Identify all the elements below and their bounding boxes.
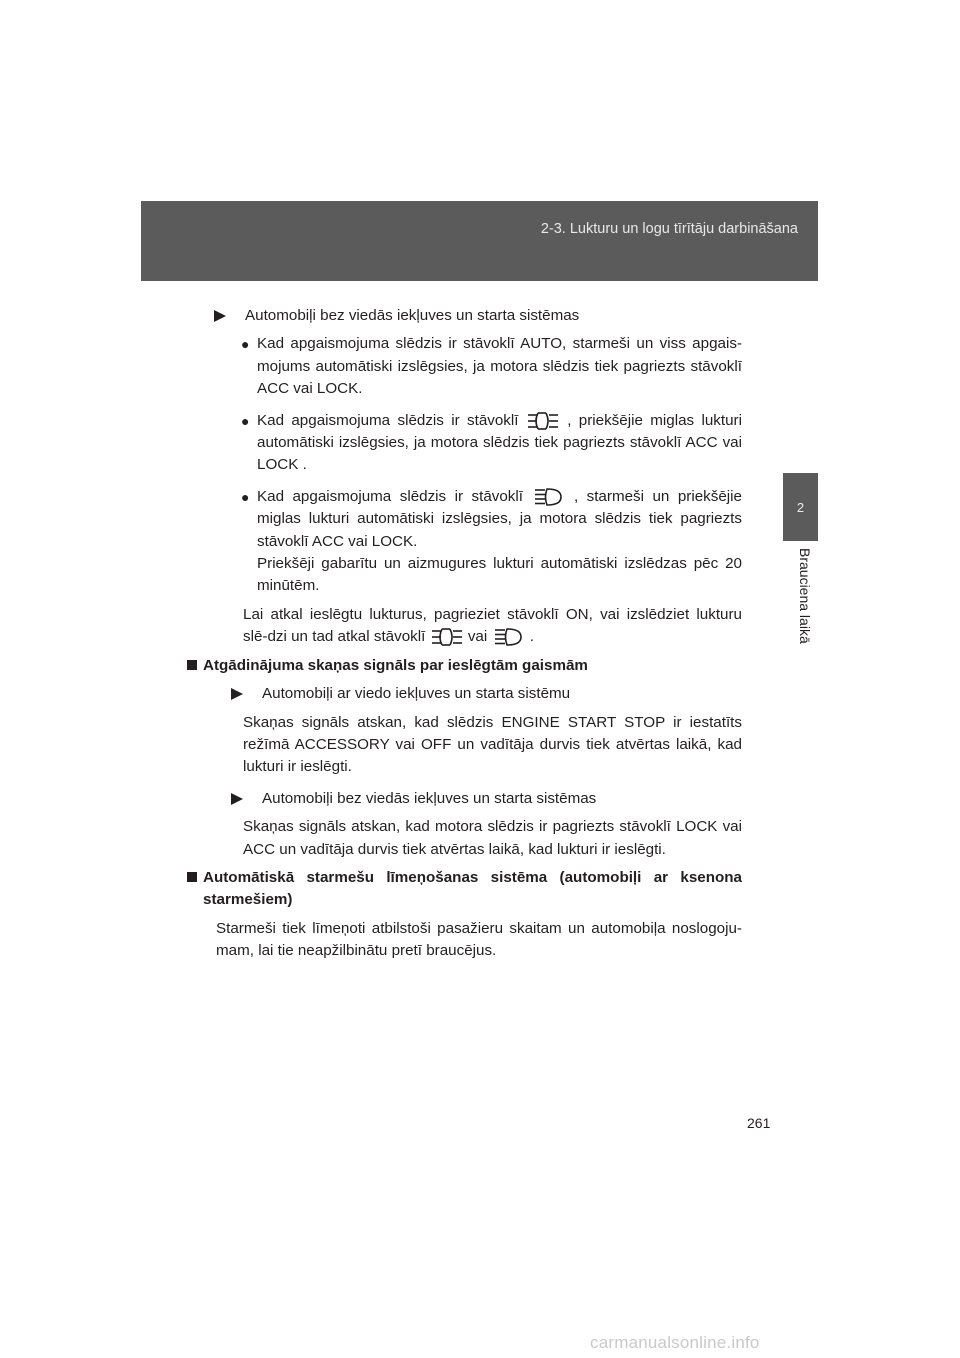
paragraph: Skaņas signāls atskan, kad motora slēdzis ir pagriezts stāvoklī LOCK vai ACC un vadītāja durvis tiek atvērtas laikā, kad lukturi ir ieslēgti.: [243, 818, 742, 858]
bullet-item: ● Kad apgaismojuma slēdzis ir stāvoklī , starmeši un priekšējie miglas lukturi automātiski izslēgsies, ja motora slēdzis tiek pagriezts stāvoklī ACC vai LOCK. Priekšēji gabarītu un aizmugures lukturi automātiski izslēdzas pēc 20 minūtēm.: [241, 487, 742, 595]
relight-note: Lai atkal ieslēgtu lukturus, pagrieziet stāvoklī ON, vai izslēdziet lukturu slē-dzi un tad atkal stāvoklī vai .: [243, 605, 742, 646]
paragraph: Skaņas signāls atskan, kad slēdzis ENGINE START STOP ir iestatīts režīmā ACCESSORY vai OFF un vadītāja durvis tiek atvērtas laikā, kad lukturi ir ieslēgti.: [243, 713, 742, 776]
headlight-icon: [491, 627, 525, 647]
subsection-heading: Automobiļi bez viedās iekļuves un starta sistēmas: [231, 788, 742, 810]
page-content: [203, 305, 742, 963]
subsection-heading: Automobiļi ar viedo iekļuves un starta sistēmu: [231, 683, 742, 705]
triangle-marker-icon: [231, 793, 243, 805]
bullet-item: ● Kad apgaismojuma slēdzis ir stāvoklī AUTO, starmeši un viss apgais-mojums automātiski izslēgsies, ja motora slēdzis tiek pagriezts stāvoklī ACC vai LOCK.: [241, 335, 742, 398]
headlight-icon: [531, 487, 565, 507]
front-fog-light-icon: [430, 627, 464, 647]
triangle-marker-icon: [214, 310, 226, 322]
subsection-heading: Automobiļi bez viedās iekļuves un starta sistēmas: [214, 305, 742, 327]
section-title: 2-3. Lukturu un logu tīrītāju darbināšana: [540, 221, 798, 237]
triangle-marker-icon: [231, 688, 243, 700]
square-marker-icon: [187, 872, 197, 882]
watermark: carmanualsonline.info: [590, 1333, 760, 1352]
chapter-tab: [783, 473, 818, 541]
page-number: 261: [747, 1115, 771, 1131]
bullet-item: ● Kad apgaismojuma slēdzis ir stāvoklī , priekšējie miglas lukturi automātiski izslēgsies, ja motora slēdzis tiek pagriezts stāvoklī ACC vai LOCK .: [241, 411, 742, 474]
paragraph: Starmeši tiek līmeņoti atbilstoši pasažieru skaitam un automobiļa noslogoju-mam, lai tie neapžilbinātu pretī braucējus.: [216, 919, 742, 960]
section-heading: Atgādinājuma skaņas signāls par ieslēgtām gaismām: [187, 655, 742, 677]
chapter-number: 2: [796, 500, 805, 515]
bullet-icon: ●: [241, 488, 250, 505]
bullet-icon: ●: [241, 336, 250, 353]
chapter-label: Braucienа laikā: [797, 548, 813, 644]
section-heading: Automātiskā starmešu līmeņošanas sistēma (automobiļi ar ksenona starmešiem): [187, 867, 742, 912]
header-band: [141, 201, 818, 281]
front-fog-light-icon: [526, 411, 560, 431]
bullet-icon: ●: [241, 412, 250, 429]
square-marker-icon: [187, 660, 197, 670]
